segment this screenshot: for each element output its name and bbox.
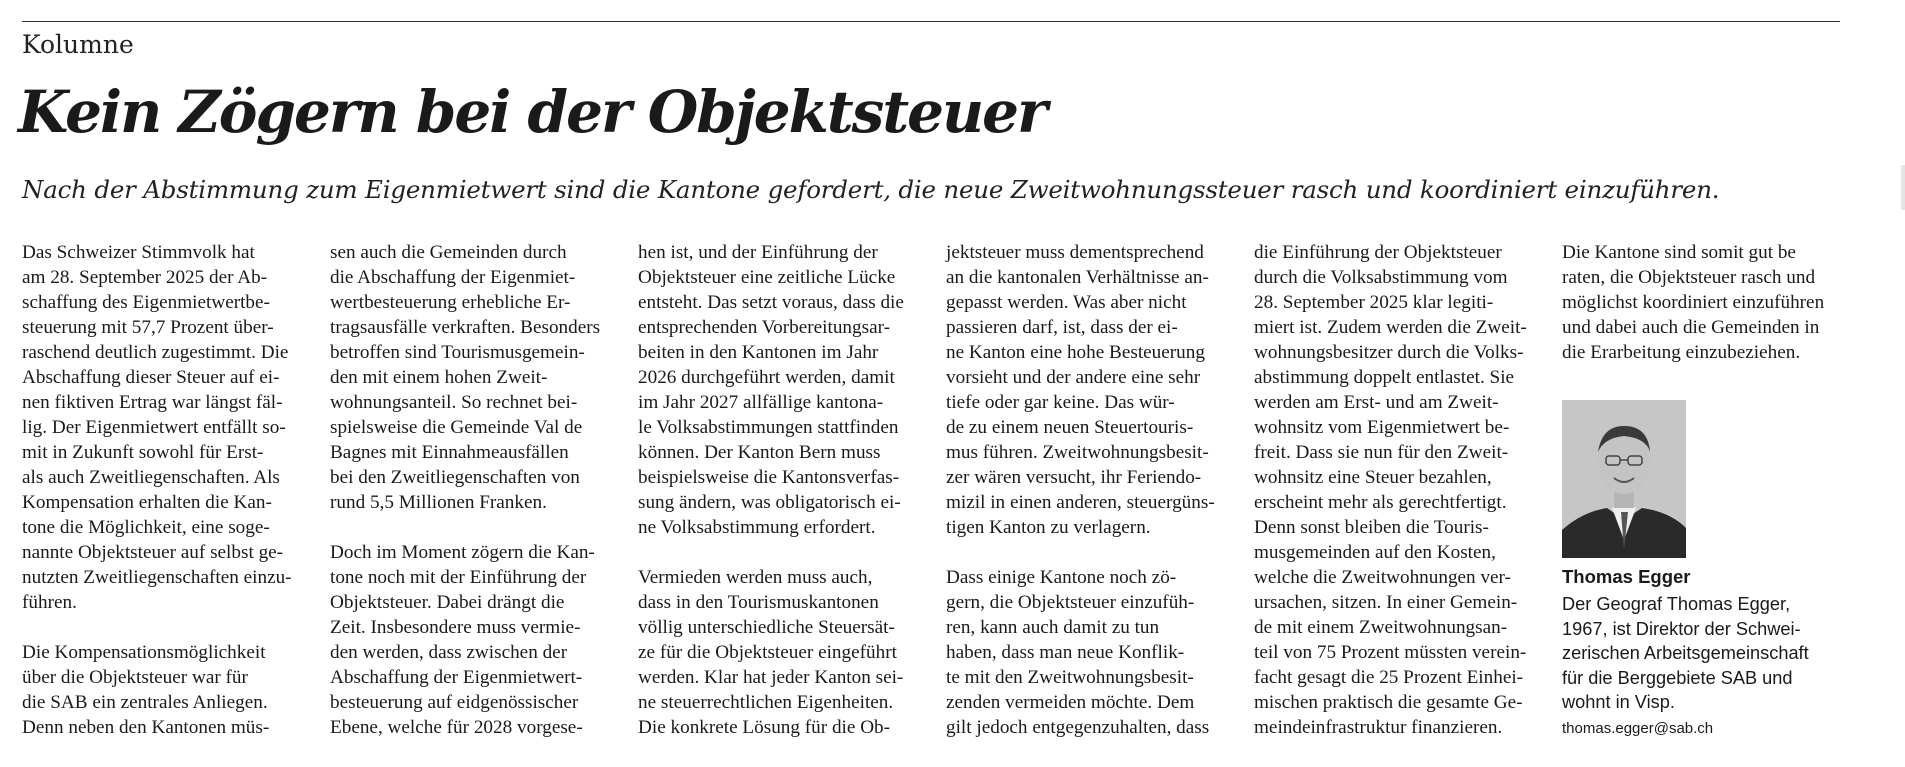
text-line: passieren darf, ist, dass der ei- bbox=[946, 317, 1178, 338]
text-line: le Volksabstimmungen stattfinden bbox=[638, 417, 899, 438]
text-line: 28. September 2025 klar legiti- bbox=[1254, 292, 1494, 313]
text-line: Das Schweizer Stimmvolk hat bbox=[22, 242, 255, 263]
text-line: wohnungsanteil. So rechnet bei- bbox=[330, 392, 578, 413]
paragraph-gap bbox=[330, 515, 620, 540]
author-bio-line: für die Berggebiete SAB und bbox=[1562, 667, 1793, 688]
text-line: durch die Volksabstimmung vom bbox=[1254, 267, 1508, 288]
text-line: musgemeinden auf den Kosten, bbox=[1254, 542, 1496, 563]
author-email-link[interactable]: thomas.egger@sab.ch bbox=[1562, 720, 1714, 737]
text-line: rund 5,5 Millionen Franken. bbox=[330, 492, 547, 513]
page-edge-mark bbox=[1901, 165, 1905, 210]
text-line: an die kantonalen Verhältnisse an- bbox=[946, 267, 1209, 288]
paragraph-gap bbox=[638, 540, 928, 565]
text-line: erscheint mehr als gerechtfertigt. bbox=[1254, 492, 1507, 513]
text-line: gern, die Objektsteuer einzufüh- bbox=[946, 592, 1195, 613]
text-line: führen. bbox=[22, 592, 77, 613]
text-line: wohnungsbesitzer durch die Volks- bbox=[1254, 342, 1524, 363]
text-line: ze für die Objektsteuer eingeführt bbox=[638, 642, 897, 663]
text-line: gilt jedoch entgegenzuhalten, dass bbox=[946, 717, 1210, 738]
text-line: zenden vermeiden möchte. Dem bbox=[946, 692, 1195, 713]
author-bio bbox=[1562, 592, 1809, 715]
text-line: als auch Zweitliegenschaften. Als bbox=[22, 467, 280, 488]
text-column-5 bbox=[1254, 240, 1544, 740]
author-portrait-image bbox=[1562, 400, 1686, 558]
text-line: Bagnes mit Einnahmeausfällen bbox=[330, 442, 569, 463]
text-line: nutzten Zweitliegenschaften einzu- bbox=[22, 567, 292, 588]
text-line: Die konkrete Lösung für die Ob- bbox=[638, 717, 891, 738]
author-bio-line: Der Geograf Thomas Egger, bbox=[1562, 594, 1791, 614]
text-line: möglichst koordiniert einzuführen bbox=[1562, 292, 1825, 313]
text-line: tragsausfälle verkraften. Besonders bbox=[330, 317, 601, 338]
author-bio-line: zerischen Arbeitsgemeinschaft bbox=[1562, 643, 1809, 663]
text-line: die SAB ein zentrales Anliegen. bbox=[22, 692, 268, 713]
text-line: Abschaffung der Eigenmietwert- bbox=[330, 667, 583, 688]
text-line: gepasst werden. Was aber nicht bbox=[946, 292, 1187, 313]
text-line: facht gesagt die 25 Prozent Einhei- bbox=[1254, 667, 1524, 688]
text-line: tiefe oder gar keine. Das wür- bbox=[946, 392, 1175, 413]
text-line: Denn neben den Kantonen müs- bbox=[22, 717, 270, 738]
text-line: können. Der Kanton Bern muss bbox=[638, 442, 881, 463]
text-line: den werden, dass zwischen der bbox=[330, 642, 568, 663]
text-line: nannte Objektsteuer auf selbst ge- bbox=[22, 542, 284, 563]
text-line: die Einführung der Objektsteuer bbox=[1254, 242, 1502, 263]
author-name: Thomas Egger bbox=[1562, 566, 1691, 587]
text-line: den mit einem hohen Zweit- bbox=[330, 367, 548, 388]
text-line: Vermieden werden muss auch, bbox=[638, 567, 873, 588]
text-line: mit in Zukunft sowohl für Erst- bbox=[22, 442, 264, 463]
text-line: mizil in einen anderen, steuergüns- bbox=[946, 492, 1215, 513]
text-line: völlig unterschiedliche Steuersät- bbox=[638, 617, 895, 638]
text-line: welche die Zweitwohnungen ver- bbox=[1254, 567, 1511, 588]
text-line: nen fiktiven Ertrag war längst fäl- bbox=[22, 392, 283, 413]
text-line: ne steuerrechtlichen Eigenheiten. bbox=[638, 692, 894, 713]
text-line: Objektsteuer. Dabei drängt die bbox=[330, 592, 565, 613]
text-column-4 bbox=[946, 240, 1236, 740]
text-line: de zu einem neuen Steuertouris- bbox=[946, 417, 1194, 438]
text-line: werden am Erst- und am Zweit- bbox=[1254, 392, 1499, 413]
text-line: mischen praktisch die gesamte Ge- bbox=[1254, 692, 1523, 713]
text-line: die Abschaffung der Eigenmiet- bbox=[330, 267, 576, 288]
paragraph-gap bbox=[946, 540, 1236, 565]
text-column-6 bbox=[1562, 240, 1852, 365]
text-line: steuerung mit 57,7 Prozent über- bbox=[22, 317, 274, 338]
text-line: lig. Der Eigenmietwert entfällt so- bbox=[22, 417, 286, 438]
text-line: spielsweise die Gemeinde Val de bbox=[330, 417, 583, 438]
text-line: jektsteuer muss dementsprechend bbox=[946, 242, 1204, 263]
text-line: freit. Dass sie nun für den Zweit- bbox=[1254, 442, 1509, 463]
text-line: hen ist, und der Einführung der bbox=[638, 242, 878, 263]
text-line: mus führen. Zweitwohnungsbesit- bbox=[946, 442, 1209, 463]
text-line: meindeinfrastruktur finanzieren. bbox=[1254, 717, 1503, 738]
text-line: Die Kantone sind somit gut be bbox=[1562, 242, 1796, 263]
text-line: über die Objektsteuer war für bbox=[22, 667, 248, 688]
text-column-3 bbox=[638, 240, 928, 740]
text-line: entsprechenden Vorbereitungsar- bbox=[638, 317, 890, 338]
text-line: wohnsitz vom Eigenmietwert be- bbox=[1254, 417, 1510, 438]
author-bio-line: wohnt in Visp. bbox=[1562, 692, 1675, 712]
text-line: bei den Zweitliegenschaften von bbox=[330, 467, 580, 488]
text-line: beiten in den Kantonen im Jahr bbox=[638, 342, 879, 363]
text-line: teil von 75 Prozent müssten verein- bbox=[1254, 642, 1527, 663]
text-line: miert ist. Zudem werden die Zweit- bbox=[1254, 317, 1527, 338]
text-line: tone die Möglichkeit, eine soge- bbox=[22, 517, 270, 538]
text-line: sung ändern, was obligatorisch ei- bbox=[638, 492, 901, 513]
text-line: die Erarbeitung einzubeziehen. bbox=[1562, 342, 1801, 363]
text-line: Abschaffung dieser Steuer auf ei- bbox=[22, 367, 280, 388]
text-line: entsteht. Das setzt voraus, dass die bbox=[638, 292, 904, 313]
text-line: Die Kompensationsmöglichkeit bbox=[22, 642, 266, 663]
text-line: werden. Klar hat jeder Kanton sei- bbox=[638, 667, 904, 688]
text-line: Dass einige Kantone noch zö- bbox=[946, 567, 1177, 588]
text-line: abstimmung doppelt entlastet. Sie bbox=[1254, 367, 1515, 388]
text-line: und dabei auch die Gemeinden in bbox=[1562, 317, 1820, 338]
author-portrait bbox=[1562, 400, 1686, 558]
text-line: ne Volksabstimmung erfordert. bbox=[638, 517, 876, 538]
text-line: ursachen, sitzen. In einer Gemein- bbox=[1254, 592, 1518, 613]
section-kicker: Kolumne bbox=[22, 30, 134, 59]
text-line: te mit den Zweitwohnungsbesit- bbox=[946, 667, 1194, 688]
text-line: wertbesteuerung erhebliche Er- bbox=[330, 292, 571, 313]
text-line: im Jahr 2027 allfällige kantona- bbox=[638, 392, 884, 413]
text-line: vorsieht und der andere eine sehr bbox=[946, 367, 1201, 388]
paragraph-gap bbox=[22, 615, 312, 640]
text-line: raten, die Objektsteuer rasch und bbox=[1562, 267, 1816, 288]
text-line: Denn sonst bleiben die Touris- bbox=[1254, 517, 1489, 538]
text-line: beispielsweise die Kantonsverfas- bbox=[638, 467, 900, 488]
text-line: ren, kann auch damit zu tun bbox=[946, 617, 1160, 638]
text-line: raschend deutlich zugestimmt. Die bbox=[22, 342, 289, 363]
text-line: ne Kanton eine hohe Besteuerung bbox=[946, 342, 1205, 363]
text-line: tone noch mit der Einführung der bbox=[330, 567, 587, 588]
text-line: sen auch die Gemeinden durch bbox=[330, 242, 567, 263]
text-column-2 bbox=[330, 240, 620, 740]
text-line: 2026 durchgeführt werden, damit bbox=[638, 367, 895, 388]
text-column-1 bbox=[22, 240, 312, 740]
text-line: Doch im Moment zögern die Kan- bbox=[330, 542, 595, 563]
text-line: wohnsitz eine Steuer bezahlen, bbox=[1254, 467, 1492, 488]
text-line: schaffung des Eigenmietwertbe- bbox=[22, 292, 270, 313]
text-line: de mit einem Zweitwohnungsan- bbox=[1254, 617, 1508, 638]
top-rule bbox=[22, 21, 1840, 22]
text-line: dass in den Tourismuskantonen bbox=[638, 592, 879, 613]
article-headline: Kein Zögern bei der Objektsteuer bbox=[18, 78, 1046, 146]
text-line: Ebene, welche für 2028 vorgese- bbox=[330, 717, 583, 738]
text-line: betroffen sind Tourismusgemein- bbox=[330, 342, 585, 363]
text-line: zer wären versucht, ihr Feriendo- bbox=[946, 467, 1202, 488]
author-bio-line: 1967, ist Direktor der Schwei- bbox=[1562, 618, 1801, 639]
text-line: besteuerung auf eidgenössischer bbox=[330, 692, 579, 713]
text-line: Objektsteuer eine zeitliche Lücke bbox=[638, 267, 896, 288]
text-line: tigen Kanton zu verlagern. bbox=[946, 517, 1151, 538]
text-line: Kompensation erhalten die Kan- bbox=[22, 492, 272, 513]
text-line: haben, dass man neue Konflik- bbox=[946, 642, 1185, 663]
text-line: Zeit. Insbesondere muss vermie- bbox=[330, 617, 581, 638]
text-line: am 28. September 2025 der Ab- bbox=[22, 267, 268, 288]
article-lead: Nach der Abstimmung zum Eigenmietwert sind die Kantone gefordert, die neue Zweitwohnungssteuer rasch und koordiniert einzuführen. bbox=[22, 175, 1720, 204]
